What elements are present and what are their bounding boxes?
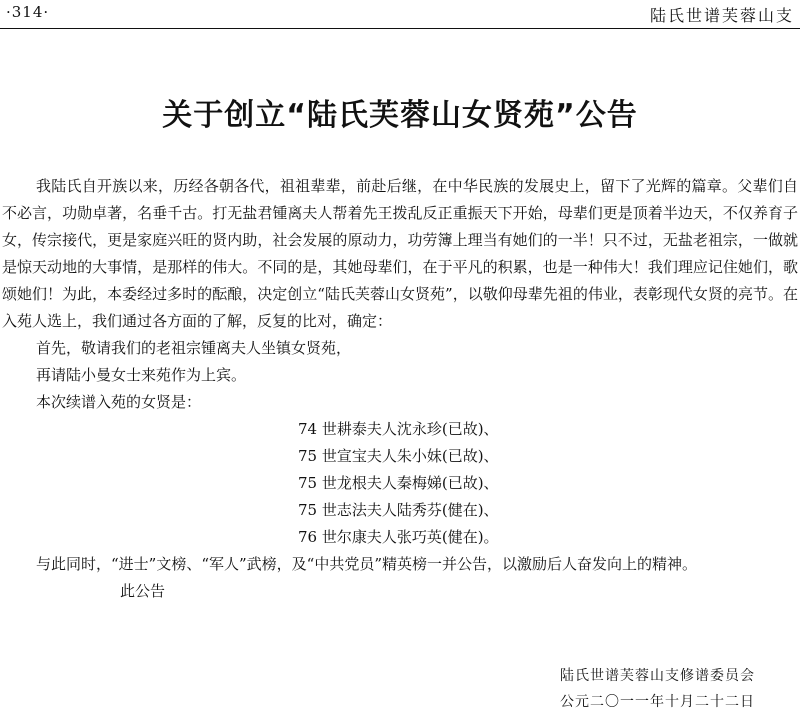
body-line: 本次续谱入苑的女贤是： — [36, 393, 202, 411]
body-line: 再请陆小曼女士来苑作为上宾。 — [36, 366, 247, 384]
announcement-body — [2, 173, 798, 605]
honoree-item: 75 世龙根夫人秦梅娣(已故)、 — [298, 474, 499, 492]
signature-block — [560, 663, 755, 715]
honoree-item: 75 世宣宝夫人朱小妹(已故)、 — [298, 447, 499, 465]
honoree-item: 76 世尔康夫人张巧英(健在)。 — [298, 528, 499, 546]
body-line: 首先，敬请我们的老祖宗锺离夫人坐镇女贤苑， — [36, 339, 352, 357]
running-title: 陆氏世谱芙蓉山支 — [649, 6, 794, 25]
honoree-item: 74 世耕泰夫人沈永珍(已故)、 — [298, 420, 499, 438]
intro-paragraph: 我陆氏自开族以来，历经各朝各代，祖祖辈辈，前赴后继，在中华民族的发展史上，留下了光辉的篇章。父辈们自不必言，功勋卓著，名垂千古。打无盐君锺离夫人帮着先王拨乱反正重振天下开始，母辈们更是顶着半边天，不仅养育子女，传宗接代，更是家庭兴旺的贤内助，社会发展的原动力，功劳簿上理当有她们的一半！只不过，无盐老祖宗，一做就是惊天动地的大事情，是那样的伟大。不同的是，其她母辈们，在于平凡的积累，也是一种伟大！我们理应记住她们，歌颂她们！为此，本委经过多时的酝酿，决定创立“陆氏芙蓉山女贤苑”，以敬仰母辈先祖的伟业，表彰现代女贤的亮节。在入苑人选上，我们通过各方面的了解，反复的比对，确定： — [2, 177, 798, 330]
page-header — [0, 0, 800, 29]
honoree-list — [2, 416, 798, 551]
conclusion-line: 与此同时，“进士”文榜、“军人”武榜，及“中共党员”精英榜一并公告，以激励后人奋发向上的精神。 — [36, 555, 698, 573]
announcement-title: 关于创立“陆氏芙蓉山女贤苑”公告 — [162, 98, 638, 133]
page-number: ·314· — [6, 3, 50, 21]
committee-name: 陆氏世谱芙蓉山支修谱委员会 — [560, 668, 755, 684]
closing-line: 此公告 — [120, 582, 166, 600]
honoree-item: 75 世志法夫人陆秀芬(健在)、 — [298, 501, 499, 519]
signature-date: 公元二〇一一年十月二十二日 — [560, 694, 755, 710]
